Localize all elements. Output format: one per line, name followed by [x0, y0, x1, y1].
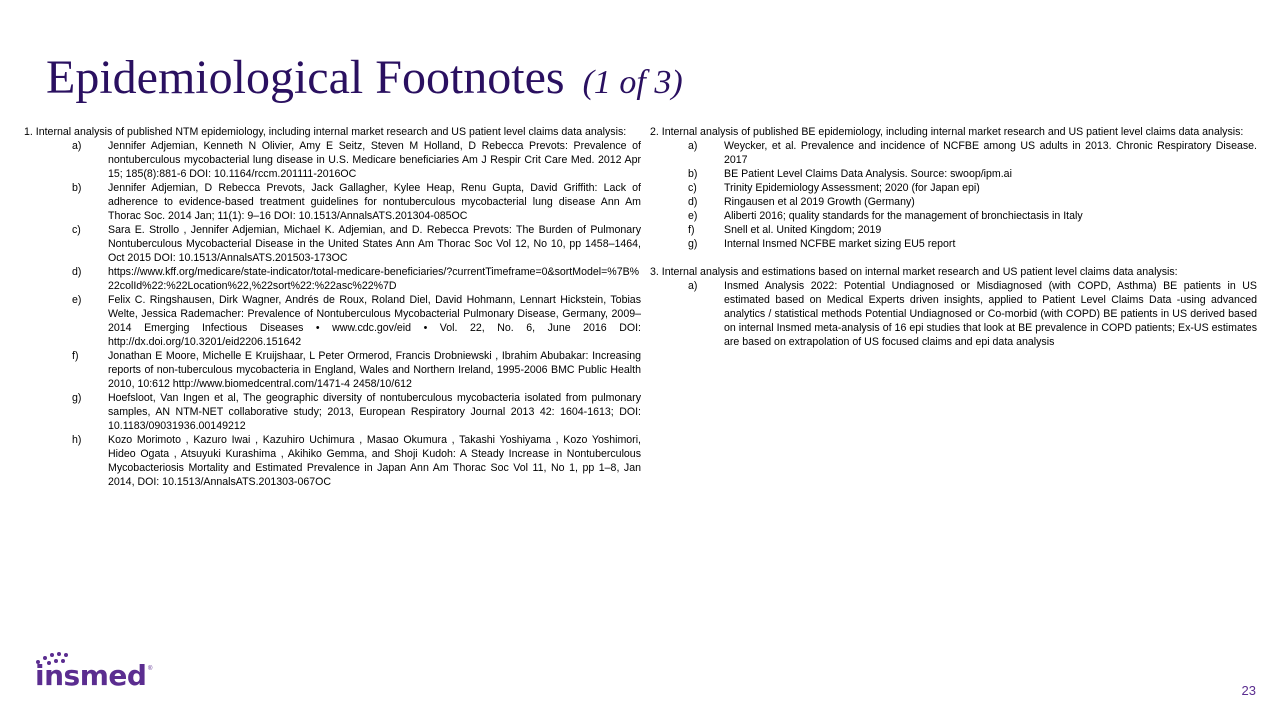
footnote-2d: [640, 195, 1257, 209]
item-letter: b): [72, 182, 82, 194]
footnote-1g: [24, 391, 641, 433]
footnote-1h: [24, 433, 641, 489]
item-text: Trinity Epidemiology Assessment; 2020 (for Japan epi): [724, 182, 980, 194]
title-page-indicator: (1 of 3): [582, 64, 683, 101]
item-text: Sara E. Strollo , Jennifer Adjemian, Michael K. Adjemian, and D. Rebecca Prevots: The Burden of Pulmonary Nontuberculous Mycobacterial Disease in the United States Ann Am Thorac Soc Vol 12, No 10, pp 1458–1464, Oct 2015 DOI: 10.1513/AnnalsATS.201503-173OC: [108, 224, 641, 264]
footnote-2f: [640, 223, 1257, 237]
item-text-url: https://www.kff.org/medicare/state-indicator/total-medicare-beneficiaries/?currentTimeframe=0&sortModel=%7B%22colId%22:%22Location%22,%22sort%22:%22asc%22%7D: [108, 266, 640, 292]
footnote-2g: [640, 237, 1257, 251]
footnotes-left-column: [24, 125, 641, 489]
slide-title: [46, 52, 683, 105]
item-letter: b): [688, 168, 698, 180]
item-text: Weycker, et al. Prevalence and incidence of NCFBE among US adults in 2013. Chronic Respiratory Disease. 2017: [724, 140, 1257, 166]
page-number: 23: [1241, 683, 1256, 698]
footnote-2e: [640, 209, 1257, 223]
footnote-3a: [640, 279, 1257, 349]
item-text: Ringausen et al 2019 Growth (Germany): [724, 196, 915, 208]
footnote-2b: [640, 167, 1257, 181]
footnote-1c: [24, 223, 641, 265]
footnote-1e: [24, 293, 641, 349]
section-spacer: [640, 251, 1257, 265]
item-letter: c): [688, 182, 697, 194]
item-text: Felix C. Ringshausen, Dirk Wagner, Andrés de Roux, Roland Diel, David Hohmann, Lennart Hickstein, Tobias Welte, Jessica Rademacher: Prevalence of Nontuberculous Mycobacterial Pulmonary Disease, Germany, 2009–2014 Emerging Infectious Diseases • www.cdc.gov/eid • Vol. 22, No. 6, June 2016 DOI: http://dx.doi.org/10.3201/eid2206.151642: [108, 294, 641, 348]
footnote-1-intro: 1. Internal analysis of published NTM epidemiology, including internal market research and US patient level claims data analysis:: [24, 126, 627, 138]
footnote-1d: [24, 265, 641, 293]
item-letter: h): [72, 434, 82, 446]
item-letter: e): [688, 210, 698, 222]
item-text: Jonathan E Moore, Michelle E Kruijshaar, L Peter Ormerod, Francis Drobniewski , Ibrahim Abubakar: Increasing reports of non-tuberculous mycobacteria in England, Wales and Northern Ireland, 1995-2006 BMC Public Health 2010, 10:612 http://www.biomedcentral.com/1471-4 2458/10/612: [108, 350, 641, 390]
item-text: Aliberti 2016; quality standards for the management of bronchiectasis in Italy: [724, 210, 1083, 222]
footnote-1a: [24, 139, 641, 181]
insmed-logo: [35, 652, 155, 697]
item-letter: a): [688, 280, 698, 292]
logo-wordmark: insmed: [35, 659, 147, 692]
item-text: Jennifer Adjemian, D Rebecca Prevots, Jack Gallagher, Kylee Heap, Renu Gupta, David Griffith: Lack of adherence to evidence-based treatment guidelines for nontuberculous mycobacterial lung disease Ann Am Thorac Soc. 2014 Jan; 11(1): 9–16 DOI: 10.1513/AnnalsATS.201304-085OC: [108, 182, 641, 222]
title-main: Epidemiological Footnotes: [46, 51, 565, 104]
footnote-1b: [24, 181, 641, 223]
footnote-2-intro: 2. Internal analysis of published BE epidemiology, including internal market research and US patient level claims data analysis:: [650, 126, 1244, 138]
footnote-3-intro: 3. Internal analysis and estimations based on internal market research and US patient level claims data analysis:: [650, 266, 1178, 278]
item-letter: f): [72, 350, 79, 362]
item-text: Jennifer Adjemian, Kenneth N Olivier, Amy E Seitz, Steven M Holland, D Rebecca Prevots: Prevalence of nontuberculous mycobacterial lung disease in U.S. Medicare beneficiaries Am J Respir Crit Care Med. 2012 Apr 15; 185(8):881-6 DOI: 10.1164/rccm.201111-2016OC: [108, 140, 641, 180]
item-text: Snell et al. United Kingdom; 2019: [724, 224, 882, 236]
item-letter: a): [72, 140, 82, 152]
item-text: Internal Insmed NCFBE market sizing EU5 report: [724, 238, 956, 250]
item-text: Hoefsloot, Van Ingen et al, The geographic diversity of nontuberculous mycobacteria isolated from pulmonary samples, AN NTM-NET collaborative study; 2013, European Respiratory Journal 2013 42: 1604-1613; DOI: 10.1183/09031936.00149212: [108, 392, 641, 432]
footnote-1f: [24, 349, 641, 391]
item-letter: g): [688, 238, 698, 250]
item-letter: e): [72, 294, 82, 306]
footnotes-right-column: [640, 125, 1257, 349]
item-letter: f): [688, 224, 695, 236]
item-letter: d): [72, 266, 82, 278]
item-letter: c): [72, 224, 81, 236]
item-letter: g): [72, 392, 82, 404]
item-letter: a): [688, 140, 698, 152]
item-text: BE Patient Level Claims Data Analysis. Source: swoop/ipm.ai: [724, 168, 1012, 180]
item-text: Kozo Morimoto , Kazuro Iwai , Kazuhiro Uchimura , Masao Okumura , Takashi Yoshiyama , Kozo Yoshimori, Hideo Ogata , Atsuyuki Kurashima , Akihiko Gemma, and Shoji Kudoh: A Steady Increase in Nontuberculous Mycobacteriosis Mortality and Estimated Prevalence in Japan Ann Am Thorac Soc Vol 11, No 1, pp 1–8, Jan 2014, DOI: 10.1513/AnnalsATS.201303-067OC: [108, 434, 641, 488]
footnote-2a: [640, 139, 1257, 167]
logo-trademark: ®: [148, 666, 153, 672]
item-text: Insmed Analysis 2022: Potential Undiagnosed or Misdiagnosed (with COPD, Asthma) BE patients in US estimated based on Medical Experts driven insights, applied to Patient Level Claims Data -using advanced analytics / statistical methods Potential Undiagnosed or Co-morbid (with COPD) BE patients in US derived based on internal Insmed meta-analysis of 16 epi studies that look at BE prevalence in COPD patients; Ex-US estimates are based on extrapolation of US focused claims and epi data analysis: [724, 280, 1257, 348]
item-letter: d): [688, 196, 698, 208]
footnote-2c: [640, 181, 1257, 195]
